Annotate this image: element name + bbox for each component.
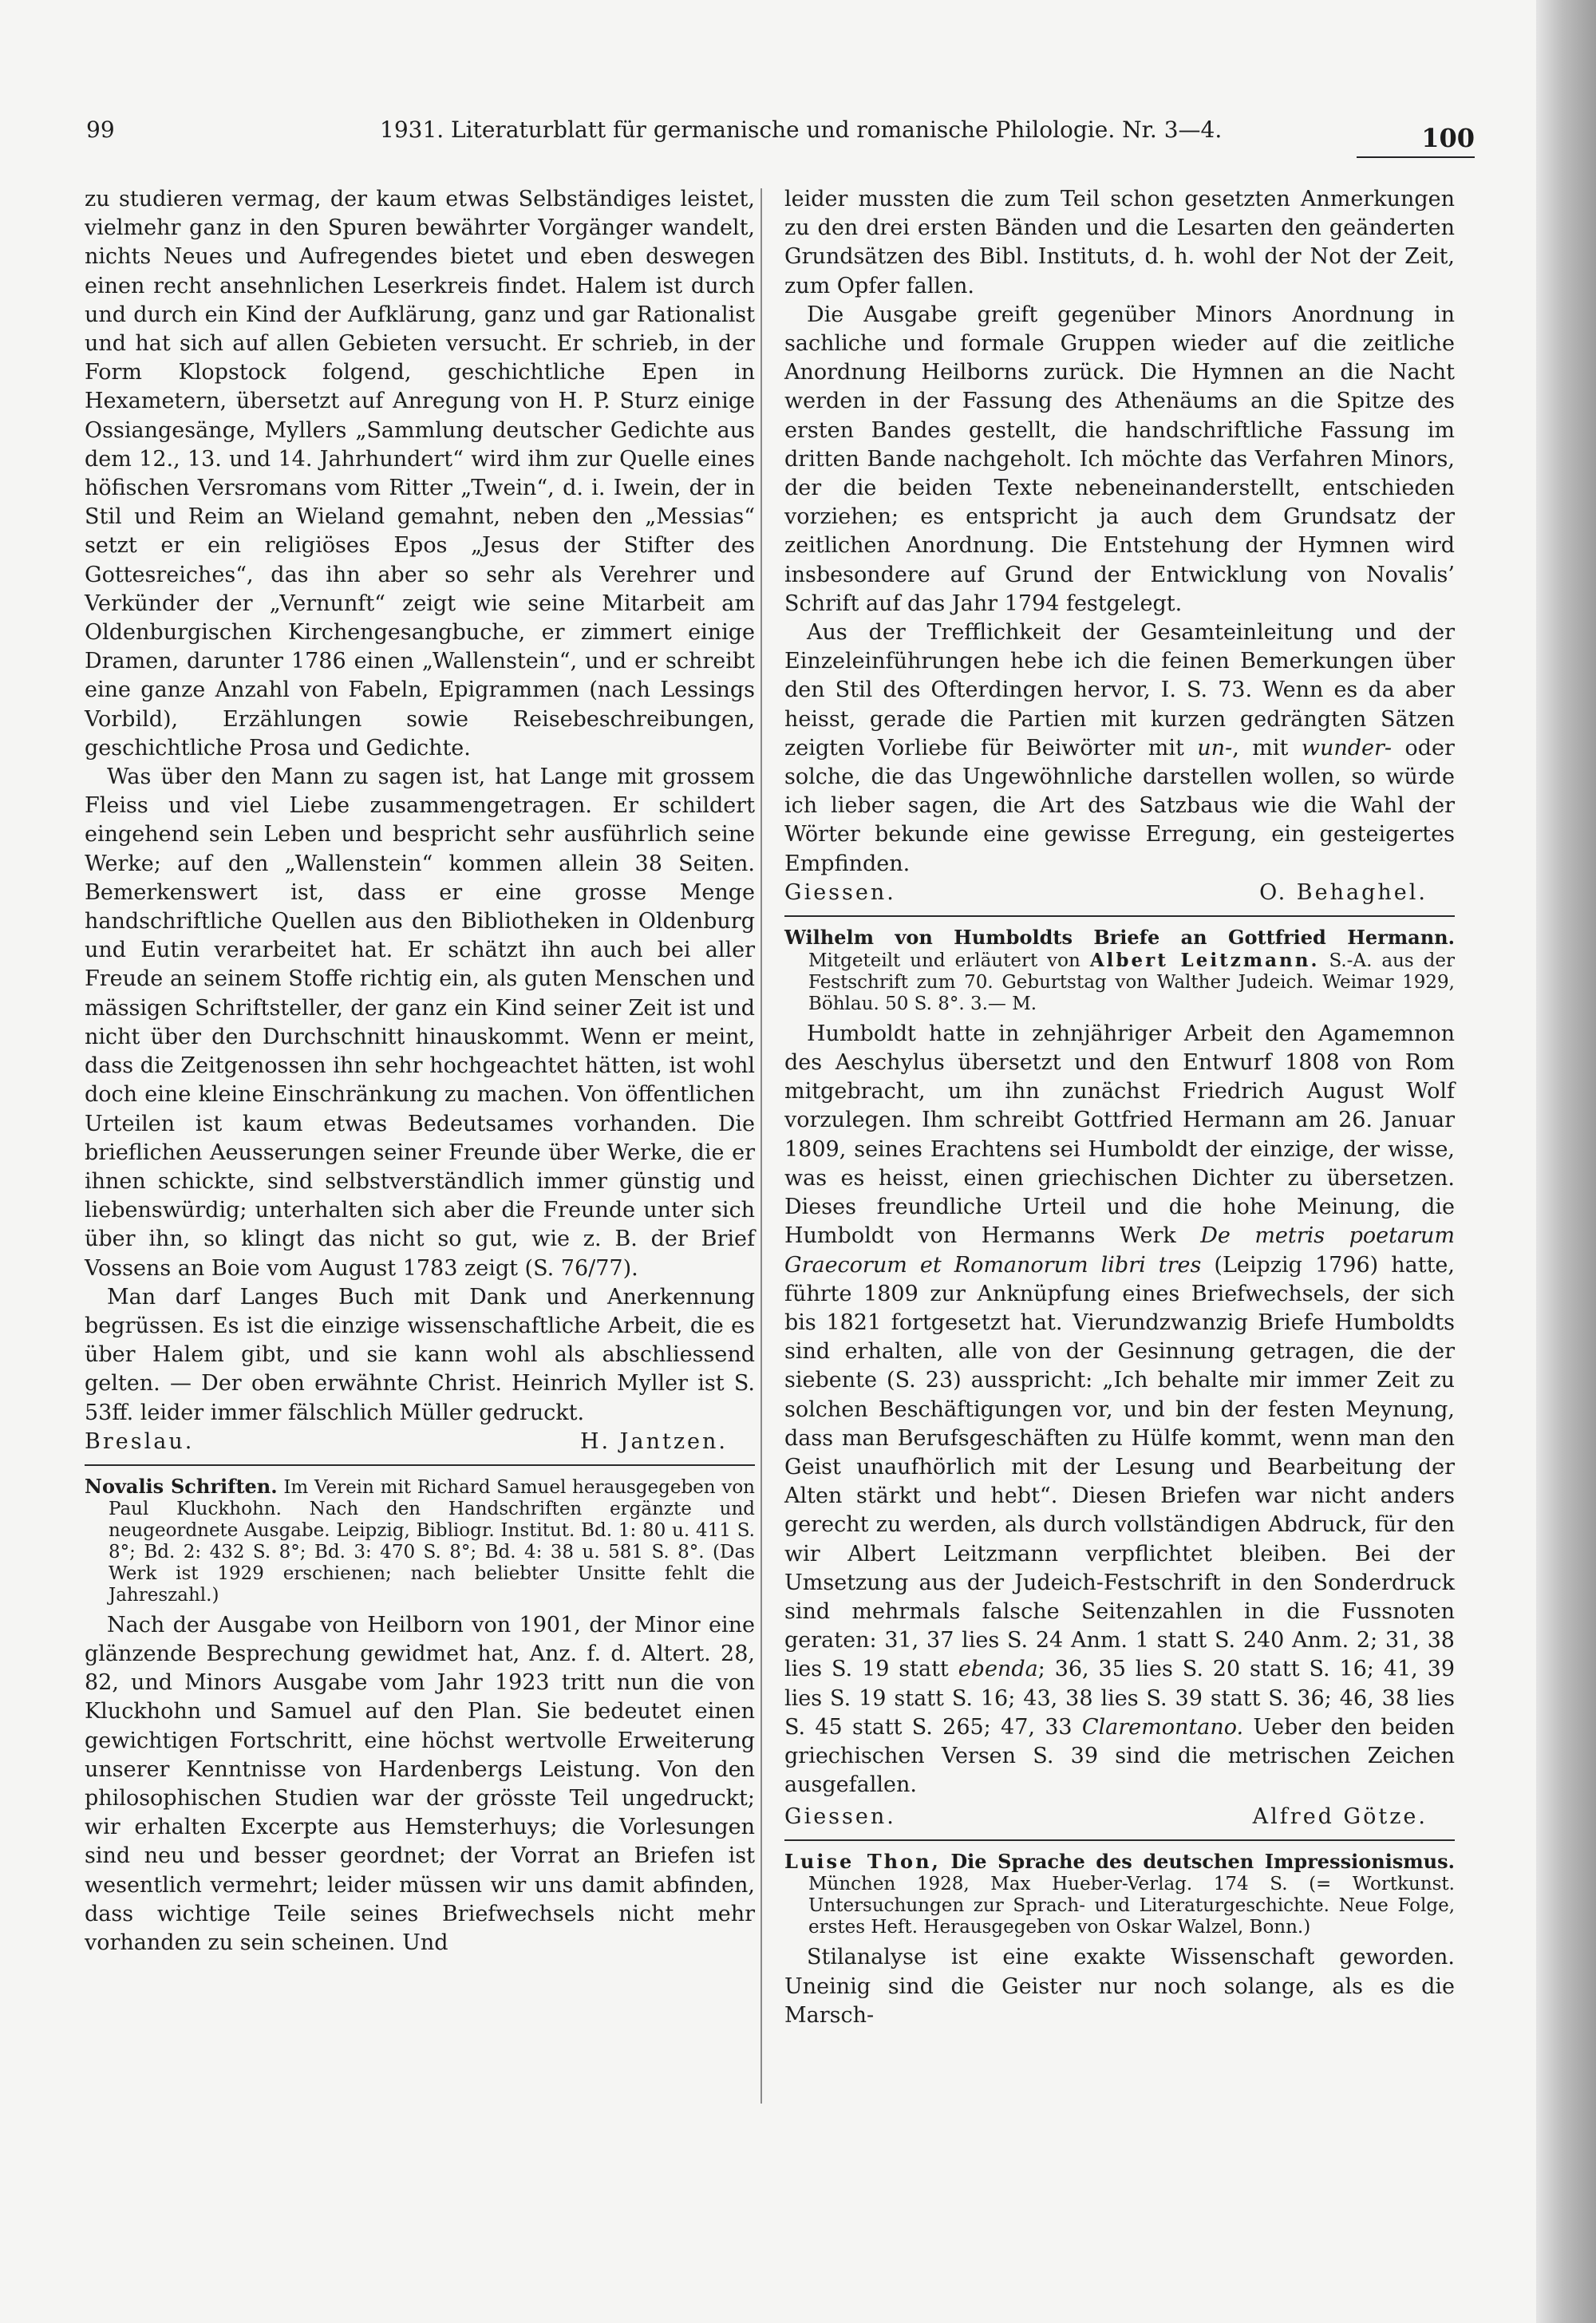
bibliographic-details: S.-A. aus der Festschrift zum 70. Geburtstag von Walther Judeich. Weimar 1929, Böhlau. 50 S. 8°. 3.— M. [808,950,1455,1014]
section-rule [784,915,1455,917]
section-rule [784,1839,1455,1841]
paragraph: zu studieren vermag, der kaum etwas Selbständiges leistet, vielmehr ganz in den Spuren bewährter Vorgänger wandelt, nichts Neues und Aufregendes bietet und eben deswegen einen recht ansehnlichen Leserkreis findet. Halem ist durch und durch ein Kind der Aufklärung, ganz und gar Rationalist und hat sich auf allen Gebieten versucht. Er schrieb, in der Form Klopstock folgend, geschichtliche Epen in Hexametern, übersetzt auf Anregung von H. P. Sturz einige Ossiangesänge, Myllers „Sammlung deutscher Gedichte aus dem 12., 13. und 14. Jahrhundert“ wird ihm zur Quelle eines höfischen Versromans vom Ritter „Twein“, d. i. Iwein, der in Stil und Reim an Wieland gemahnt, neben den „Messias“ setzt er ein religiöses Epos „Jesus der Stifter des Gottesreiches“, das ihn aber so sehr als Verehrer und Verkünder der „Vernunft“ zeigt wie seine Mitarbeit am Oldenburgischen Kirchengesangbuche, er zimmert einige Dramen, darunter 1786 einen „Wallenstein“, und er schreibt eine ganze Anzahl von Fabeln, Epigrammen (nach Lessings Vorbild), Erzählungen sowie Reisebeschreibungen, geschichtliche Prosa und Gedichte. [85,187,755,761]
review-author: Luise Thon, [784,1850,941,1874]
review-heading-humboldt [784,926,1455,1015]
review-title: Wilhelm von Humboldts Briefe an Gottfried Hermann. [784,925,1455,949]
paragraph: Man darf Langes Buch mit Dank und Anerkennung begrüssen. Es ist die einzige wissenschaftliche Arbeit, die es über Halem gibt, und sie kann wohl als abschliessend gelten. — Der oben erwähnte Christ. Heinrich Myller ist S. 53ff. leider immer fälschlich Müller gedruckt. [85,1284,755,1425]
paragraph [784,1020,1455,1800]
text-run: Aus der Trefflichkeit der Gesamteinleitung und der Einzeleinführungen hebe ich die feinen Bemerkungen über den Stil des Ofterdingen hervor, I. S. 73. Wenn es da aber heisst, gerade die Partien mit kurzen gedrängten Sätzen zeigten Vorliebe für Beiwörter mit [784,620,1455,761]
editor-name: Albert Leitzmann. [1089,949,1320,971]
signature-author: Alfred Götze. [1252,1804,1428,1830]
paragraph: Stilanalyse ist eine exakte Wissenschaft geworden. Uneinig sind die Geister nur noch solange, als es die Marsch- [784,1945,1455,2028]
header-rule [1357,156,1475,158]
bibliographic-details: Mitgeteilt und erläutert von [808,950,1080,971]
bibliographic-details: München 1928, Max Hueber-Verlag. 174 S. (= Wortkunst. Untersuchungen zur Sprach- und Literaturgeschichte. Neue Folge, erstes Heft. Herausgegeben von Oskar Walzel, Bonn.) [808,1874,1455,1938]
review-signature [784,1803,1455,1831]
review-title: Novalis Schriften. [85,1474,278,1498]
signature-place: Breslau. [85,1428,195,1454]
paragraph: Nach der Ausgabe von Heilborn von 1901, der Minor eine glänzende Besprechung gewidmet hat, Anz. f. d. Altert. 28, 82, und Minors Ausgabe vom Jahr 1923 tritt nun die von Kluckhohn und Samuel auf den Plan. Sie bedeutet einen gewichtigen Fortschritt, eine höchst wertvolle Erweiterung unserer Kenntnisse von Hardenbergs Leistung. Von den philosophischen Studien war der grösste Teil ungedruckt; wir erhalten Excerpte aus Hemsterhuys; die Vorlesungen sind neu und besser geordnet; der Vorrat an Briefen ist wesentlich vermehrt; leider müssen wir uns damit abfinden, dass wichtige Teile seines Briefwechsels nicht mehr vorhanden zu sein scheinen. Und [85,1612,755,1955]
text-run: , mit [1232,735,1289,761]
bibliographic-details: Im Verein mit Richard Samuel herausgegeben von Paul Kluckhohn. Nach den Handschriften ergänzte und neugeordnete Ausgabe. Leipzig, Bibliogr. Institut. Bd. 1: 80 u. 411 S. 8°; Bd. 2: 432 S. 8°; Bd. 3: 470 S. 8°; Bd. 4: 38 u. 581 S. 8°. (Das Werk ist 1929 erschienen; nach beliebter Unsitte fehlt die Jahreszahl.) [109,1476,755,1606]
text-run: (Leipzig 1796) hatte, führte 1809 zur Anknüpfung eines Briefwechsels, der sich bis 1821 fortgesetzt hat. Vierundzwanzig Briefe Humboldts sind erhalten, alle von der Gesinnung getragen, die der siebente (S. 23) ausspricht: „Ich behalte mir immer Zeit zu solchen Beschäftigungen vor, und bin der festen Meynung, dass man Berufsgeschäften zu Hülfe kommt, wenn man den Geist unaufhörlich mit der Lesung und Bearbeitung der Alten stärkt und hebt“. Diesen Briefen war nicht anders gerecht zu werden, als durch vollständigen Abdruck, für den wir Albert Leitzmann verpflichtet bleiben. Bei der Umsetzung aus der Judeich-Festschrift in den Sonderdruck sind mehrmals falsche Seitenzahlen in die Fussnoten geraten: 31, 37 lies S. 24 Anm. 1 statt S. 240 Anm. 2; 31, 38 lies S. 19 statt [784,1252,1455,1682]
text-run: Humboldt hatte in zehnjähriger Arbeit den Agamemnon des Aeschylus übersetzt und den Entwurf 1808 von Rom mitgebracht, um ihn zunächst Friedrich August Wolf vorzulegen. Ihm schreibt Gottfried Hermann am 26. Januar 1809, seines Erachtens sei Humboldt der einzige, der wisse, was es heisst, einen griechischen Dichter zu übersetzen. Dieses freundliche Urteil und die hohe Meinung, die Humboldt von Hermanns Werk [784,1021,1455,1249]
paragraph: Was über den Mann zu sagen ist, hat Lange mit grossem Fleiss und viel Liebe zusammengetragen. Er schildert eingehend sein Leben und bespricht sehr ausführlich seine Werke; auf den „Wallenstein“ kommen allein 38 Seiten. Bemerkenswert ist, dass er eine grosse Menge handschriftliche Quellen aus den Bibliotheken in Oldenburg und Eutin verarbeitet hat. Er schätzt ihn auch bei aller Freude an seinem Stoffe richtig ein, als guten Menschen und mässigen Schriftsteller, der ganz ein Kind seiner Zeit ist und nicht über den Durchschnitt hinauskommt. Wenn er meint, dass die Zeitgenossen ihn sehr hochgeachtet hätten, ist wohl doch eine kleine Einschränkung zu machen. Von öffentlichen Urteilen ist kaum etwas Bedeutsames vorhanden. Die brieflichen Aeusserungen seiner Freunde über Werke, die er ihnen schickte, sind selbstverständlich immer günstig und liebenswürdig; unterhalten sich aber die Freunde unter sich über ihn, so klingt das nicht so gut, wie z. B. der Brief Vossens an Boie vom August 1783 zeigt (S. 76/77). [85,764,755,1281]
review-heading-novalis [85,1476,755,1606]
left-column [85,185,755,2196]
signature-place: Giessen. [784,1804,896,1830]
paragraph [784,618,1455,879]
right-column [784,185,1455,2196]
running-header [86,117,1475,152]
italic-term: ebenda [958,1657,1038,1682]
italic-term: Claremontano. [1081,1714,1244,1740]
page-number-right: 100 [1421,123,1475,153]
text-run: ; 36, 35 lies S. 20 statt S. 16; 41, 39 lies S. 19 statt S. 16; 43, 38 lies S. 39 statt S. 36; 46, 38 lies S. 45 statt S. 265; 47, 33 [784,1657,1455,1740]
review-signature [85,1428,755,1456]
text-run: oder solche, die das Ungewöhnliche darstellen wollen, so würde ich lieber sagen, die Art des Satzbaus wie die Wahl der Wörter bekunde eine gewisse Erregung, ein gesteigertes Empfinden. [784,735,1455,876]
italic-term: un- [1197,735,1233,761]
italic-title: De metris poetarum Graecorum et Romanorum libri tres [784,1223,1455,1278]
journal-header: 1931. Literaturblatt für germanische und romanische Philologie. Nr. 3—4. [380,117,1223,143]
italic-term: wunder- [1301,735,1393,761]
book-binding-shadow [1536,0,1596,2323]
paragraph: Die Ausgabe greift gegenüber Minors Anordnung in sachliche und formale Gruppen wieder auf die zeitliche Anordnung Heilborns zurück. Die Hymnen an die Nacht werden in der Fassung des Athenäums an die Spitze des ersten Bandes gestellt, die handschriftliche Fassung im dritten Bande nachgeholt. Ich möchte das Verfahren Minors, der die beiden Texte nebeneinanderstellt, entschieden vorziehen; es entspricht ja auch dem Grundsatz der zeitlichen Anordnung. Die Entstehung der Hymnen wird insbesondere auf Grund der Entwicklung von Novalis’ Schrift auf das Jahr 1794 festgelegt. [784,302,1455,616]
signature-author: H. Jantzen. [579,1428,728,1454]
section-rule [85,1464,755,1466]
column-divider [760,188,762,2104]
review-title: Die Sprache des deutschen Impressionismus. [950,1850,1455,1874]
review-signature [784,879,1455,907]
review-heading-thon [784,1851,1455,1938]
signature-place: Giessen. [784,879,896,905]
signature-author: O. Behaghel. [1259,879,1428,905]
text-run: Ueber den beiden griechischen Versen S. 39 sind die metrischen Zeichen ausgefallen. [784,1714,1455,1798]
page-number-left: 99 [86,117,115,143]
paragraph: leider mussten die zum Teil schon gesetzten Anmerkungen zu den drei ersten Bänden und die Lesarten den geänderten Grundsätzen des Bibl. Instituts, d. h. wohl der Not der Zeit, zum Opfer fallen. [784,187,1455,298]
